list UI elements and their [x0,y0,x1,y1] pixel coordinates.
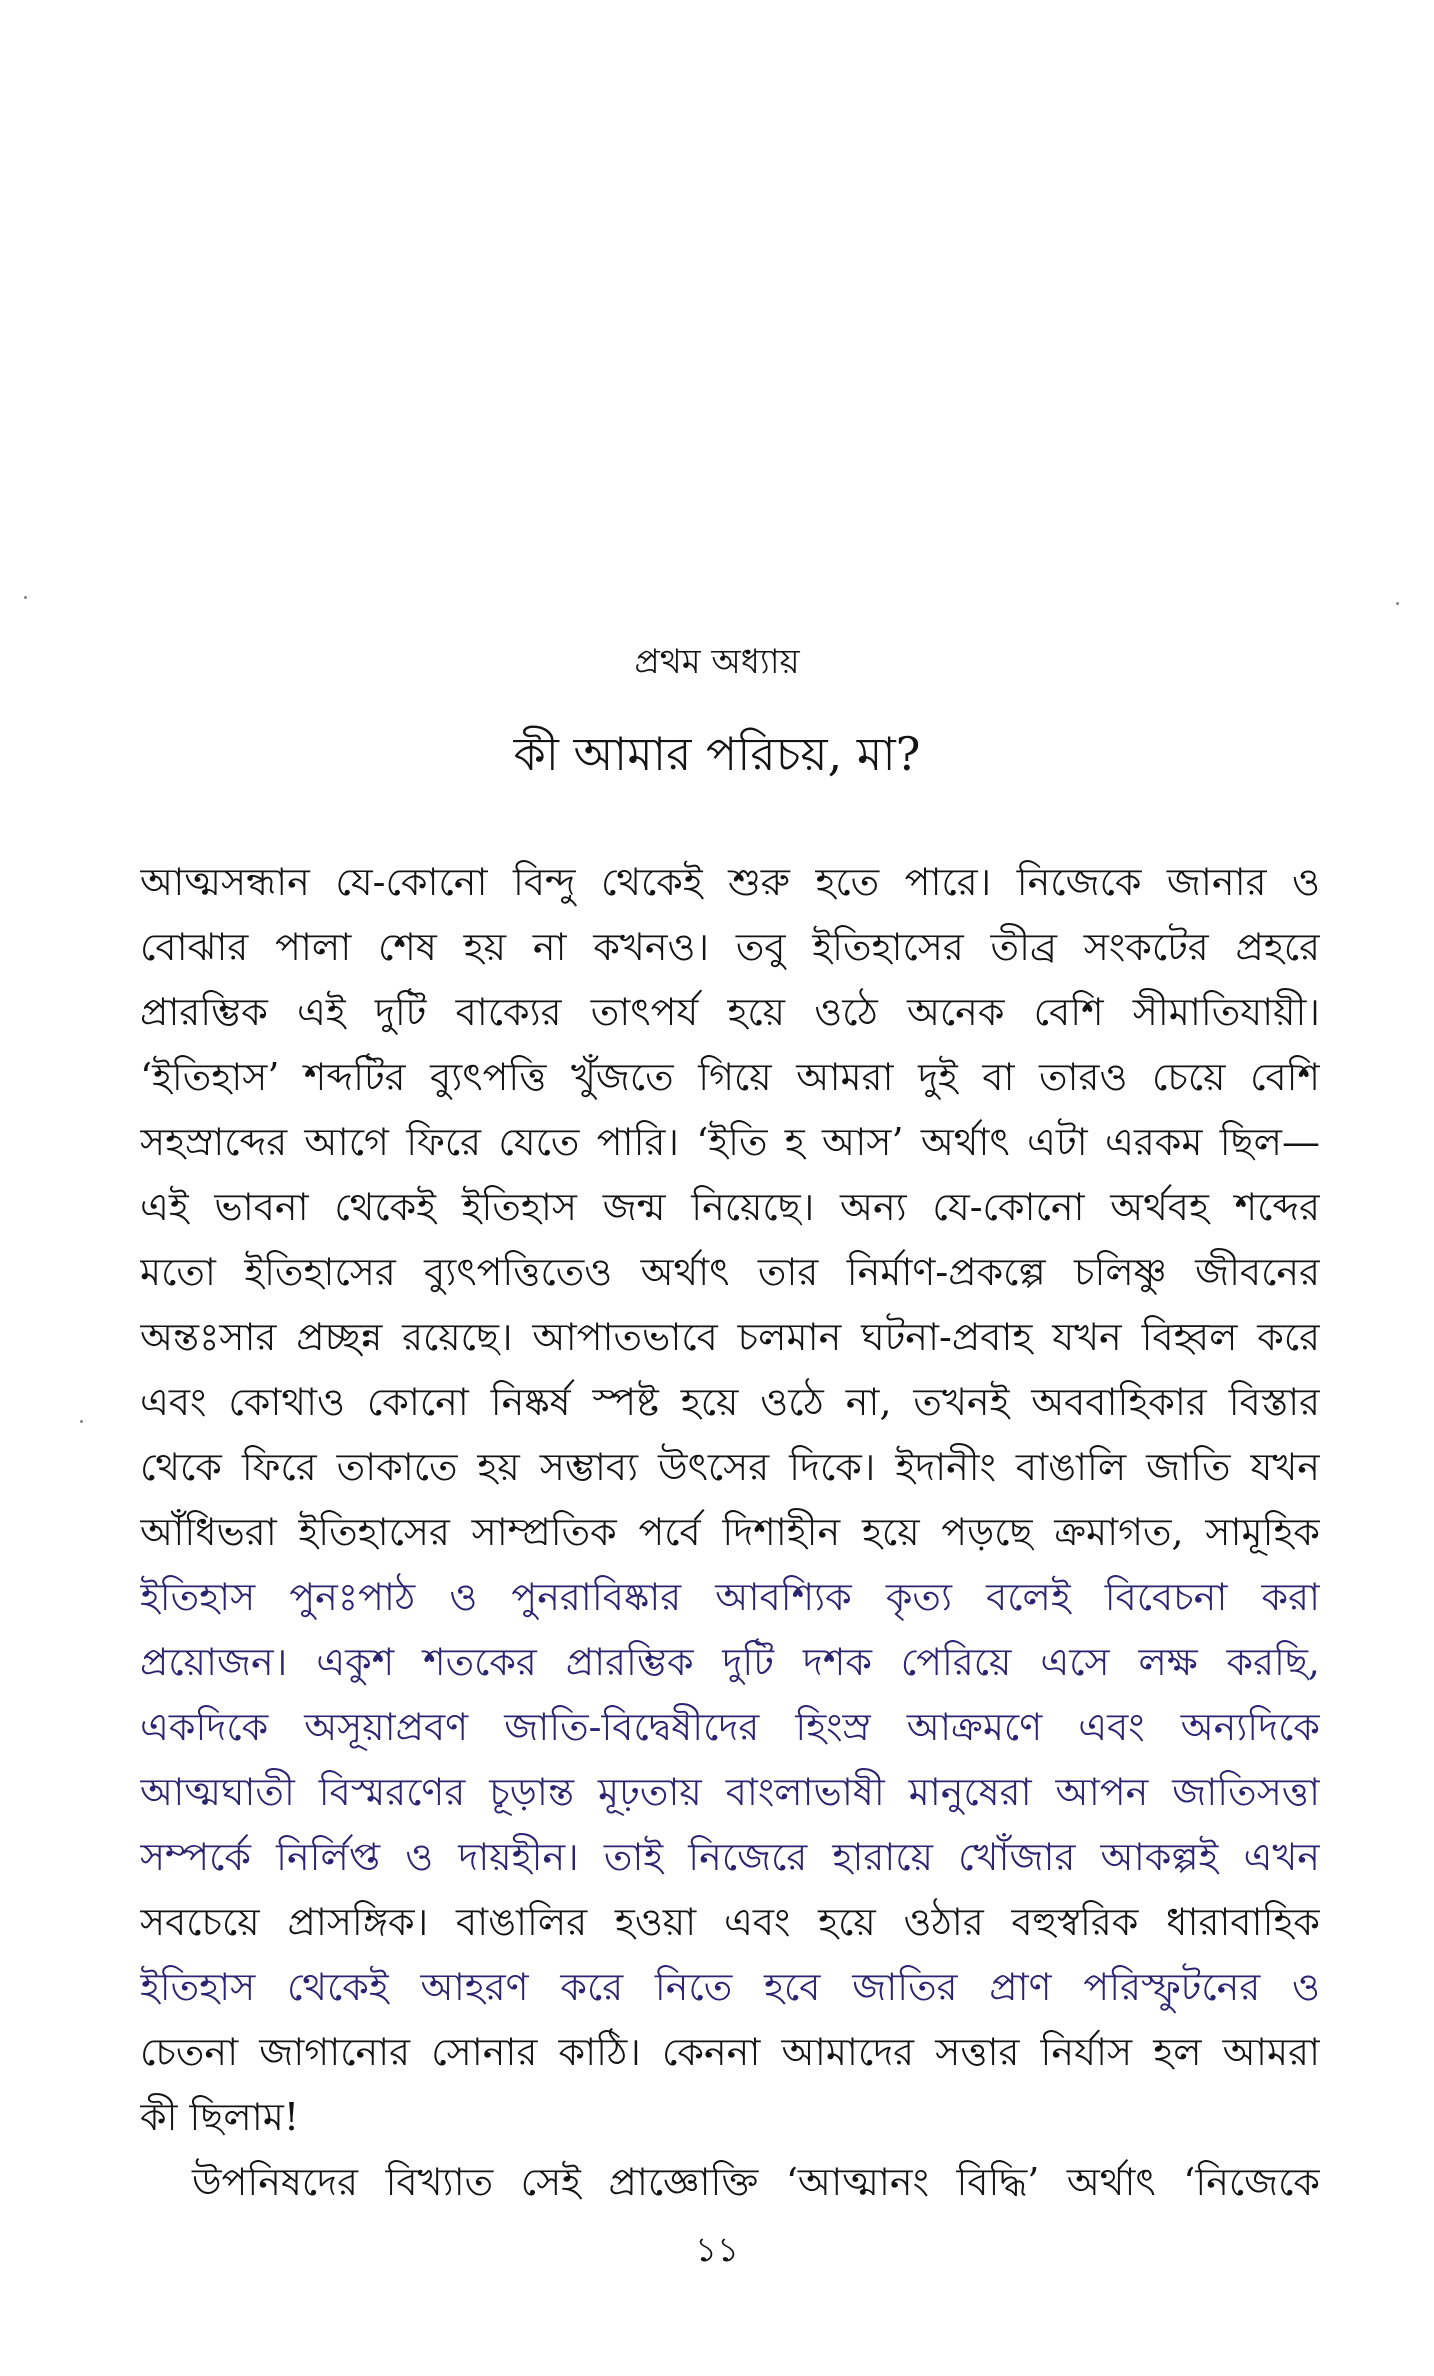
body-line: প্রারম্ভিক এই দুটি বাক্যের তাৎপর্য হয়ে ওঠে অনেক বেশি সীমাতিযায়ী। [140,990,1320,1034]
body-line: সবচেয়ে প্রাসঙ্গিক। বাঙালির হওয়া এবং হয়ে ওঠার বহুস্বরিক ধারাবাহিক [140,1900,1320,1944]
body-line: ইতিহাস পুনঃপাঠ ও পুনরাবিষ্কার আবশ্যিক কৃত্য বলেই বিবেচনা করা [140,1575,1320,1619]
body-line: সহস্রাব্দের আগে ফিরে যেতে পারি। ‘ইতি হ আস’ অর্থাৎ এটা এরকম ছিল— [140,1120,1320,1164]
body-line: আত্মঘাতী বিস্মরণের চূড়ান্ত মূঢ়তায় বাংলাভাষী মানুষেরা আপন জাতিসত্তা [140,1770,1320,1814]
scan-speck [1396,602,1399,605]
body-line: ইতিহাস থেকেই আহরণ করে নিতে হবে জাতির প্রাণ পরিস্ফুটনের ও [140,1965,1320,2009]
page-number: ১১ [694,2230,740,2270]
body-line: আঁধিভরা ইতিহাসের সাম্প্রতিক পর্বে দিশাহীন হয়ে পড়ছে ক্রমাগত, সামূহিক [140,1510,1320,1554]
body-line: এই ভাবনা থেকেই ইতিহাস জন্ম নিয়েছে। অন্য যে-কোনো অর্থবহ শব্দের [140,1185,1320,1229]
body-line: বোঝার পালা শেষ হয় না কখনও। তবু ইতিহাসের তীব্র সংকটের প্রহরে [140,925,1320,969]
chapter-title: কী আমার পরিচয়, মা? [513,727,921,781]
body-line: একদিকে অসূয়াপ্রবণ জাতি-বিদ্বেষীদের হিংস্র আক্রমণে এবং অন্যদিকে [140,1705,1320,1749]
body-line: চেতনা জাগানোর সোনার কাঠি। কেননা আমাদের সত্তার নির্যাস হল আমরা [140,2030,1320,2074]
scan-speck [80,1420,83,1423]
body-line: মতো ইতিহাসের ব্যুৎপত্তিতেও অর্থাৎ তার নির্মাণ-প্রকল্পে চলিষ্ণু জীবনের [140,1250,1320,1294]
body-line: আত্মসন্ধান যে-কোনো বিন্দু থেকেই শুরু হতে পারে। নিজেকে জানার ও [140,860,1320,904]
body-line: এবং কোথাও কোনো নিষ্কর্ষ স্পষ্ট হয়ে ওঠে না, তখনই অববাহিকার বিস্তার [140,1380,1320,1424]
body-text [140,850,1320,2215]
body-line: প্রয়োজন। একুশ শতকের প্রারম্ভিক দুটি দশক পেরিয়ে এসে লক্ষ করছি, [140,1640,1320,1684]
chapter-label: প্রথম অধ্যায় [634,642,800,682]
body-line: সম্পর্কে নির্লিপ্ত ও দায়হীন। তাই নিজেরে হারায়ে খোঁজার আকল্পই এখন [140,1835,1320,1879]
body-line: উপনিষদের বিখ্যাত সেই প্রাজ্ঞোক্তি ‘আত্মানং বিদ্ধি’ অর্থাৎ ‘নিজেকে [192,2160,1320,2204]
body-line: থেকে ফিরে তাকাতে হয় সম্ভাব্য উৎসের দিকে। ইদানীং বাঙালি জাতি যখন [140,1445,1320,1489]
body-line: ‘ইতিহাস’ শব্দটির ব্যুৎপত্তি খুঁজতে গিয়ে আমরা দুই বা তারও চেয়ে বেশি [140,1055,1320,1099]
body-line: অন্তঃসার প্রচ্ছন্ন রয়েছে। আপাতভাবে চলমান ঘটনা-প্রবাহ যখন বিহ্বল করে [140,1315,1320,1359]
body-line: কী ছিলাম! [140,2095,300,2139]
scan-speck [24,596,27,599]
